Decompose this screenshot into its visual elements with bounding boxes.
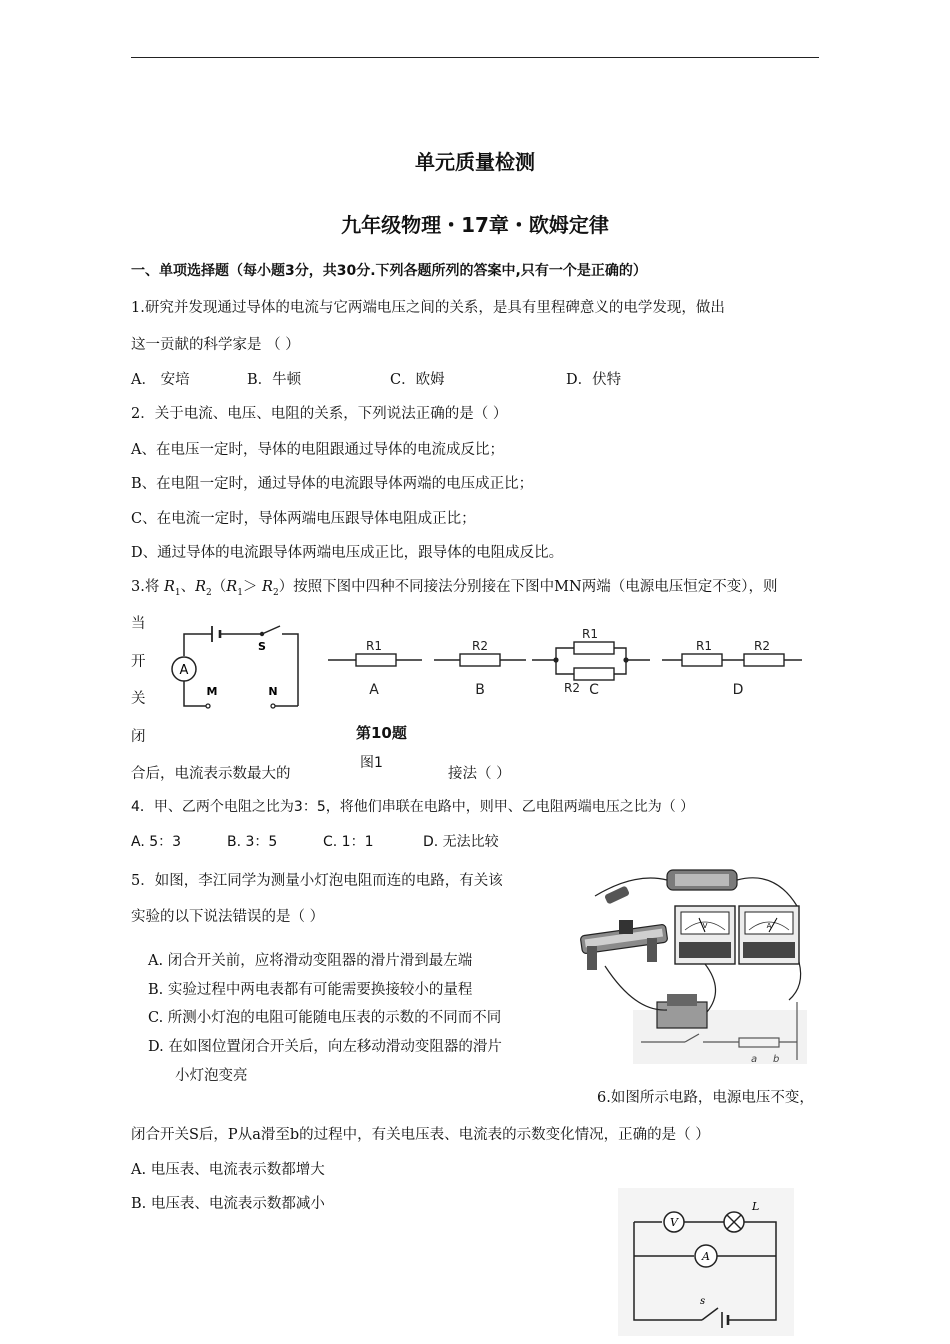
- q3-figure-caption: 第10题: [356, 724, 407, 742]
- q3-figure-sublabel: 图1: [360, 755, 383, 771]
- q6-voltmeter-label: V: [670, 1216, 678, 1229]
- q4-option-a: A. 5：3: [131, 834, 182, 850]
- page-title: 单元质量检测: [415, 150, 535, 174]
- q1-option-a: A． 安培: [131, 372, 190, 388]
- q2-option-c: C、在电流一定时，导体两端电压跟导体电阻成正比；: [131, 511, 476, 527]
- q5-apparatus-figure: [575, 862, 813, 1068]
- option-d-r1-label: R1: [696, 639, 712, 653]
- q3-vertical-char-4: 闭: [131, 729, 146, 745]
- option-a-r1-label: R1: [366, 639, 382, 653]
- page-subtitle: 九年级物理・17章・欧姆定律: [341, 213, 609, 237]
- ammeter-label: A: [179, 663, 189, 678]
- q3-circuit-figure: [170, 622, 310, 718]
- q4-option-b: B. 3：5: [227, 834, 278, 850]
- q3-vertical-char-3: 关: [131, 691, 146, 707]
- q3-vertical-char-2: 开: [131, 654, 146, 670]
- header-rule: [131, 57, 819, 58]
- q4-stem: 4．甲、乙两个电阻之比为3：5，将他们串联在电路中，则甲、乙电阻两端电压之比为（ ）: [131, 799, 695, 815]
- section-heading: 一、单项选择题（每小题3分，共30分.下列各题所列的答案中,只有一个是正确的）: [131, 263, 647, 279]
- q1-option-b: B．牛顿: [247, 372, 302, 388]
- q6-ammeter-label: A: [702, 1250, 710, 1263]
- q5-option-d: D. 在如图位置闭合开关后，向左移动滑动变阻器的滑片: [148, 1039, 502, 1055]
- q4-option-d: D. 无法比较: [423, 834, 499, 850]
- q1-stem-line2: 这一贡献的科学家是 （ ）: [131, 337, 300, 353]
- voltmeter-label: V: [702, 922, 708, 930]
- q3-stem: 3.将 $R_1$、$R_2(R_1> R_2)$按照下图中四种不同接法分别接在下图中MN两端（电源电压恒定不变），则: [131, 579, 778, 598]
- lamp-label: L: [752, 1200, 760, 1213]
- q5-stem-line2: 实验的以下说法错误的是（ ）: [131, 909, 325, 925]
- slider-end-a-label: a: [751, 1054, 758, 1065]
- q3-stem-tail: 合后，电流表示数最大的: [131, 766, 291, 782]
- q3-answer-blank: 接法（ ）: [448, 766, 511, 782]
- q5-option-a: A. 闭合开关前，应将滑动变阻器的滑片滑到最左端: [148, 953, 473, 969]
- q6-circuit-figure: [618, 1188, 794, 1336]
- option-c-label: C: [589, 682, 599, 698]
- q6-switch-label: s: [700, 1296, 706, 1307]
- option-d-label: D: [732, 682, 744, 698]
- slider-end-b-label: b: [773, 1054, 780, 1065]
- q2-option-a: A、在电压一定时，导体的电阻跟通过导体的电流成反比；: [131, 442, 504, 458]
- q1-stem-line1: 1.研究并发现通过导体的电流与它两端电压之间的关系，是具有里程碑意义的电学发现，做出: [131, 300, 725, 316]
- q1-option-c: C．欧姆: [390, 372, 445, 388]
- q2-option-d: D、通过导体的电流跟导体两端电压成正比，跟导体的电阻成反比。: [131, 545, 564, 561]
- q2-stem: 2．关于电流、电压、电阻的关系，下列说法正确的是（ ）: [131, 406, 508, 422]
- q5-option-d-continued: 小灯泡变亮: [175, 1068, 248, 1084]
- q4-option-c: C. 1：1: [323, 834, 374, 850]
- q3-connection-options: [322, 624, 808, 708]
- q1-option-d: D．伏特: [566, 372, 622, 388]
- q5-stem-line1: 5．如图，李江同学为测量小灯泡电阻而连的电路，有关该: [131, 873, 503, 889]
- q3-vertical-char-1: 当: [131, 616, 146, 632]
- option-c-r2-label: R2: [564, 681, 580, 695]
- terminal-n-label: N: [268, 685, 278, 698]
- q6-stem-line2: 闭合开关S后，P从a滑至b的过程中，有关电压表、电流表的示数变化情况，正确的是（ ）: [131, 1127, 710, 1143]
- option-c-r1-label: R1: [582, 627, 598, 641]
- q2-option-b: B、在电阻一定时，通过导体的电流跟导体两端的电压成正比；: [131, 476, 534, 492]
- option-d-r2-label: R2: [754, 639, 770, 653]
- q5-option-b: B. 实验过程中两电表都有可能需要换接较小的量程: [148, 982, 473, 998]
- option-a-label: A: [369, 682, 379, 698]
- option-b-label: B: [475, 682, 485, 698]
- q6-stem-line1: 6.如图所示电路，电源电压不变，: [597, 1090, 814, 1106]
- q6-option-a: A. 电压表、电流表示数都增大: [131, 1162, 325, 1178]
- terminal-m-label: M: [206, 685, 218, 698]
- q6-option-b: B. 电压表、电流表示数都减小: [131, 1196, 325, 1212]
- q5-option-c: C. 所测小灯泡的电阻可能随电压表的示数的不同而不同: [148, 1010, 502, 1026]
- switch-label: S: [258, 640, 266, 653]
- ammeter-dial-label: A: [766, 922, 772, 930]
- option-b-r2-label: R2: [472, 639, 488, 653]
